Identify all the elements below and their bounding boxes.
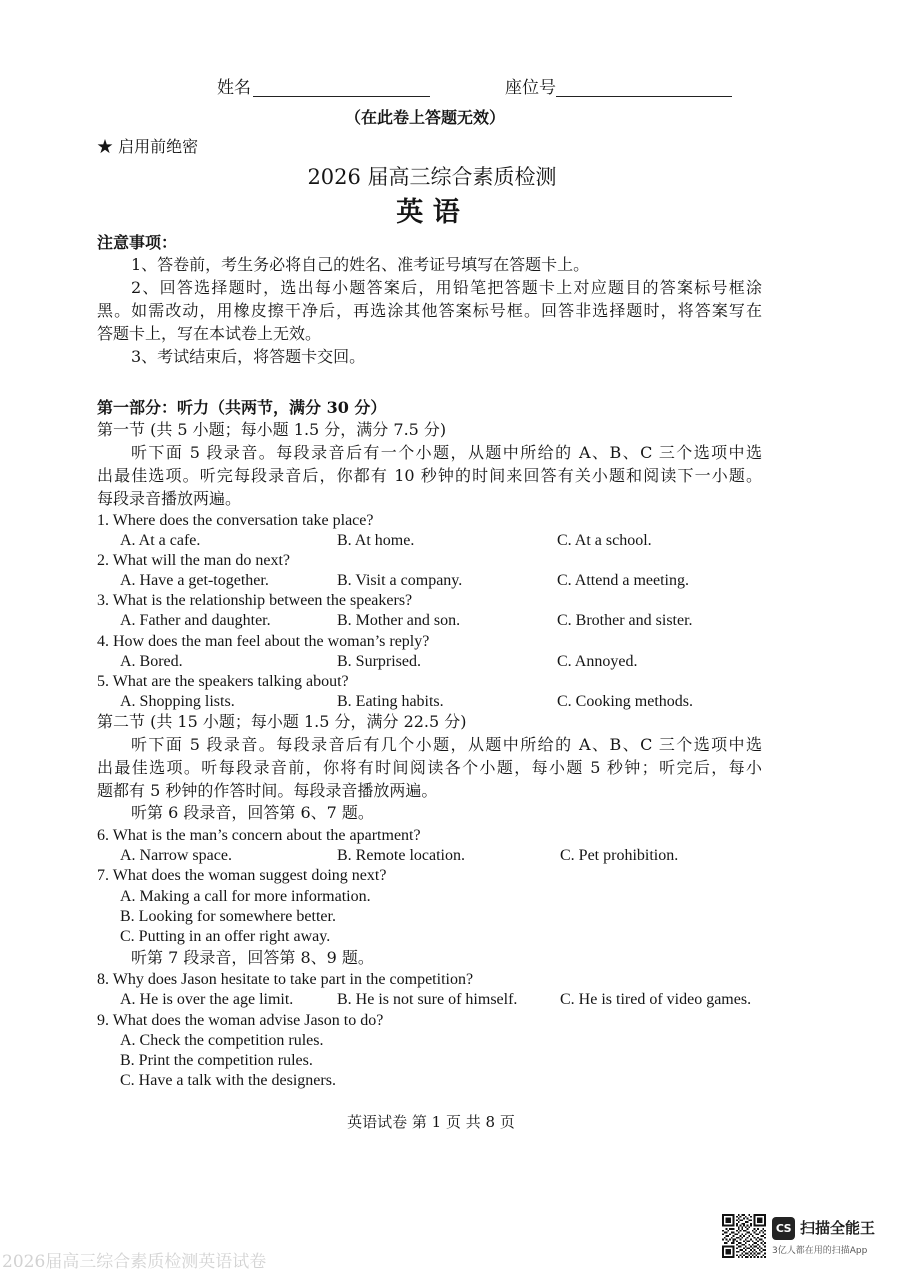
question-3-option-c: C. Brother and sister. xyxy=(557,612,693,629)
question-8-stem: 8. Why does Jason hesitate to take part in the competition? xyxy=(97,971,474,988)
section-2-directions-line-1: 听下面 5 段录音。每段录音后有几个小题，从题中所给的 A、B、C 三个选项中选 xyxy=(131,735,762,754)
question-5-stem: 5. What are the speakers talking about? xyxy=(97,673,349,690)
question-1-option-a: A. At a cafe. xyxy=(120,532,201,549)
question-2-option-b: B. Visit a company. xyxy=(337,572,463,589)
question-9-option-a: A. Check the competition rules. xyxy=(120,1032,324,1049)
question-4-option-a: A. Bored. xyxy=(120,653,183,670)
question-9-option-b: B. Print the competition rules. xyxy=(120,1052,313,1069)
question-1-stem: 1. Where does the conversation take place? xyxy=(97,512,374,529)
section-1-directions-line-1: 听下面 5 段录音。每段录音后有一个小题，从题中所给的 A、B、C 三个选项中选 xyxy=(131,443,762,462)
question-1-option-b: B. At home. xyxy=(337,532,415,549)
part-1-title: 第一部分：听力（共两节，满分 30 分） xyxy=(97,398,387,417)
question-8-option-c: C. He is tired of video games. xyxy=(560,991,752,1008)
question-9-option-c: C. Have a talk with the designers. xyxy=(120,1072,336,1089)
question-8-option-b: B. He is not sure of himself. xyxy=(337,991,518,1008)
confidential-mark: ★ 启用前绝密 xyxy=(97,137,199,156)
question-7-stem: 7. What does the woman suggest doing next? xyxy=(97,867,387,884)
question-8-option-a: A. He is over the age limit. xyxy=(120,991,294,1008)
question-6-option-a: A. Narrow space. xyxy=(120,847,232,864)
question-6-stem: 6. What is the man’s concern about the apartment? xyxy=(97,827,421,844)
question-1-option-c: C. At a school. xyxy=(557,532,652,549)
instruction-item-1: 1、答卷前，考生务必将自己的姓名、准考证号填写在答题卡上。 xyxy=(131,255,590,274)
question-3-option-b: B. Mother and son. xyxy=(337,612,461,629)
instructions-title: 注意事项： xyxy=(97,233,178,252)
scanner-app-name: 扫描全能王 xyxy=(800,1219,876,1237)
question-4-option-b: B. Surprised. xyxy=(337,653,421,670)
page-footer: 英语试卷 第 1 页 共 8 页 xyxy=(347,1113,515,1131)
section-2-title: 第二节 (共 15 小题；每小题 1.5 分，满分 22.5 分) xyxy=(97,712,467,731)
name-label: 姓名 xyxy=(217,78,251,98)
question-7-option-a: A. Making a call for more information. xyxy=(120,888,371,905)
question-6-option-b: B. Remote location. xyxy=(337,847,465,864)
section-1-directions-line-3: 每段录音播放两遍。 xyxy=(97,489,242,508)
question-7-option-c: C. Putting in an offer right away. xyxy=(120,928,331,945)
scanner-tagline: 3亿人都在用的扫描App xyxy=(772,1246,868,1256)
section-1-directions-line-2: 出最佳选项。听完每段录音后，你都有 10 秒钟的时间来回答有关小题和阅读下一小题。 xyxy=(97,466,762,485)
invalid-answer-notice: （在此卷上答题无效） xyxy=(344,108,505,127)
question-6-option-c: C. Pet prohibition. xyxy=(560,847,679,864)
question-9-stem: 9. What does the woman advise Jason to do? xyxy=(97,1012,384,1029)
seat-number-label: 座位号 xyxy=(505,78,556,98)
instruction-item-2-line-3: 答题卡上，写在本试卷上无效。 xyxy=(97,324,322,343)
section-2-directions-line-2: 出最佳选项。听每段录音前，你将有时间阅读各个小题，每小题 5 秒钟；听完后，每小 xyxy=(97,758,762,777)
question-2-stem: 2. What will the man do next? xyxy=(97,552,290,569)
question-7-option-b: B. Looking for somewhere better. xyxy=(120,908,336,925)
recording-6-instruction: 听第 6 段录音，回答第 6、7 题。 xyxy=(131,803,374,822)
question-3-stem: 3. What is the relationship between the speakers? xyxy=(97,592,413,609)
question-5-option-a: A. Shopping lists. xyxy=(120,693,235,710)
question-3-option-a: A. Father and daughter. xyxy=(120,612,271,629)
question-5-option-b: B. Eating habits. xyxy=(337,693,444,710)
question-2-option-c: C. Attend a meeting. xyxy=(557,572,689,589)
instruction-item-2-line-2: 黑。如需改动，用橡皮擦干净后，再选涂其他答案标号框。回答非选择题时，将答案写在 xyxy=(97,301,762,320)
question-4-stem: 4. How does the man feel about the woman’s reply? xyxy=(97,633,430,650)
question-5-option-c: C. Cooking methods. xyxy=(557,693,694,710)
exam-title: 2026 届高三综合素质检测 xyxy=(307,165,557,189)
name-blank-line xyxy=(253,96,430,97)
camscanner-logo: CS xyxy=(772,1217,795,1240)
subject-title: 英 语 xyxy=(396,197,460,228)
question-2-option-a: A. Have a get-together. xyxy=(120,572,269,589)
section-1-title: 第一节 (共 5 小题；每小题 1.5 分，满分 7.5 分) xyxy=(97,420,447,439)
instruction-item-2-line-1: 2、回答选择题时，选出每小题答案后，用铅笔把答题卡上对应题目的答案标号框涂 xyxy=(131,278,762,297)
recording-7-instruction: 听第 7 段录音，回答第 8、9 题。 xyxy=(131,948,374,967)
section-2-directions-line-3: 题都有 5 秒钟的作答时间。每段录音播放两遍。 xyxy=(97,781,438,800)
seat-number-blank-line xyxy=(556,96,732,97)
question-4-option-c: C. Annoyed. xyxy=(557,653,638,670)
qr-code-icon xyxy=(722,1214,766,1258)
document-watermark: 2026届高三综合素质检测英语试卷 xyxy=(2,1252,267,1272)
instruction-item-3: 3、考试结束后，将答题卡交回。 xyxy=(131,347,366,366)
scanner-badge xyxy=(720,1212,885,1264)
